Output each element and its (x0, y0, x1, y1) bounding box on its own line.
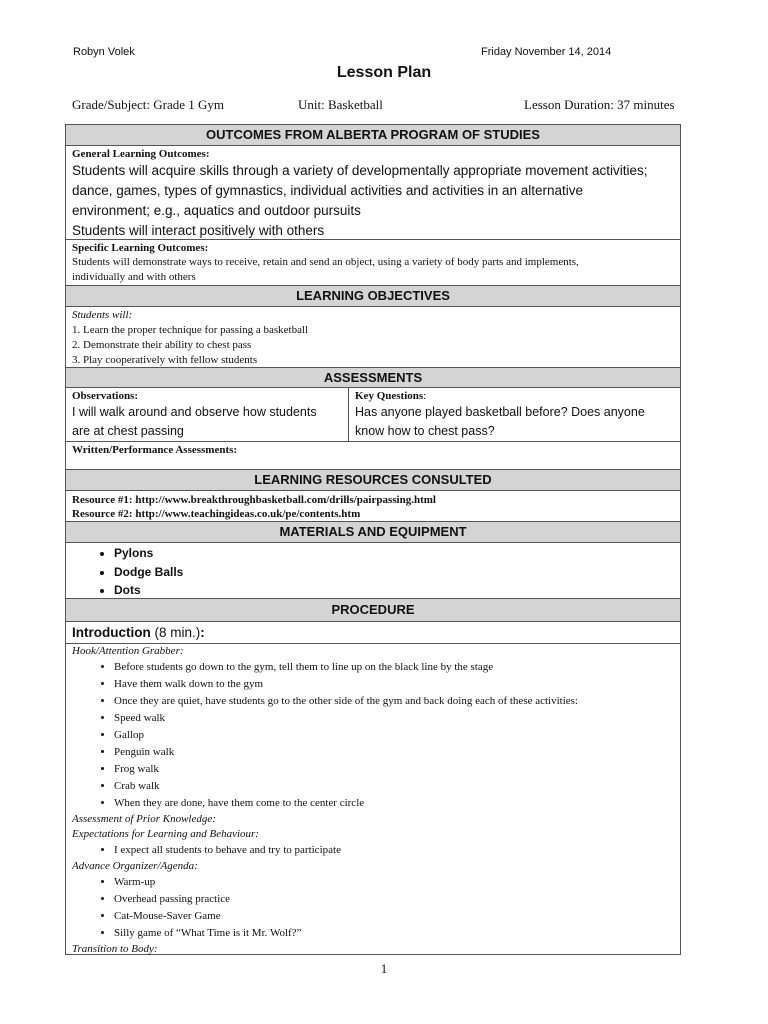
written-assessments-label: Written/Performance Assessments: (72, 444, 238, 456)
procedure-heading: PROCEDURE (66, 599, 680, 622)
specific-outcomes-label: Specific Learning Outcomes: (72, 242, 209, 254)
document-date: Friday November 14, 2014 (481, 46, 612, 58)
hook-label: Hook/Attention Grabber: (72, 645, 184, 657)
hook-list (72, 659, 674, 812)
written-assessments-cell (66, 442, 680, 470)
resource-item: Resource #2: http://www.teachingideas.co.uk/pe/contents.htm (72, 508, 361, 520)
document-title: Lesson Plan (336, 64, 432, 81)
key-questions-line: Has anyone played basketball before? Does anyone (355, 405, 645, 419)
hook-item: • Once they are quiet, have students go to the other side of the gym and back doing each of these activities: (114, 693, 674, 710)
expectations-list (72, 842, 674, 859)
agenda-item: • Silly game of “What Time is it Mr. Wolf?” (114, 925, 674, 942)
introduction-colon: : (200, 625, 205, 640)
assessments-heading: ASSESSMENTS (66, 368, 680, 388)
general-outcome-line: environment; e.g., aquatics and outdoor pursuits (72, 203, 361, 218)
agenda-list (72, 874, 674, 942)
observations-line: I will walk around and observe how students (72, 405, 317, 419)
lesson-plan-table (65, 124, 681, 955)
hook-item: • Crab walk (114, 778, 674, 795)
agenda-item: • Overhead passing practice (114, 891, 674, 908)
resources-cell (66, 491, 680, 522)
observations-cell (66, 388, 349, 441)
expectation-item: • I expect all students to behave and try to participate (114, 842, 674, 859)
objectives-intro: Students will: (72, 309, 133, 321)
specific-outcomes-cell (66, 240, 680, 286)
general-outcomes-label: General Learning Outcomes: (72, 148, 210, 160)
objective-item: 2. Demonstrate their ability to chest pass (72, 339, 252, 351)
introduction-time: (8 min.) (150, 625, 201, 640)
introduction-title: Introduction (72, 625, 151, 640)
transition-label: Transition to Body: (72, 943, 158, 955)
hook-item: • Gallop (114, 727, 674, 744)
agenda-item: • Warm-up (114, 874, 674, 891)
introduction-row (66, 622, 680, 644)
materials-cell (66, 543, 680, 599)
hook-item: • Penguin walk (114, 744, 674, 761)
general-outcome-line: Students will interact positively with others (72, 223, 325, 238)
unit: Unit: Basketball (298, 97, 383, 112)
agenda-label: Advance Organizer/Agenda: (72, 860, 198, 872)
key-questions-line: know how to chest pass? (355, 424, 495, 438)
objective-item: 1. Learn the proper technique for passing a basketball (72, 324, 309, 336)
material-item: • Dots (114, 581, 674, 600)
lesson-duration: Lesson Duration: 37 minutes (524, 97, 675, 112)
general-outcomes-cell (66, 146, 680, 240)
material-item: • Dodge Balls (114, 563, 674, 582)
objectives-cell (66, 307, 680, 368)
hook-item: • When they are done, have them come to the center circle (114, 795, 674, 812)
key-questions-label: Key Questions (355, 390, 424, 402)
hook-item: • Speed walk (114, 710, 674, 727)
hook-item: • Before students go down to the gym, tell them to line up on the black line by the stage (114, 659, 674, 676)
objective-item: 3. Play cooperatively with fellow students (72, 354, 258, 366)
introduction-cell (66, 644, 680, 954)
observations-label: Observations: (72, 390, 138, 402)
specific-outcome-line: Students will demonstrate ways to receive, retain and send an object, using a variety of body parts and implements, (72, 256, 579, 268)
hook-item: • Frog walk (114, 761, 674, 778)
material-item: • Pylons (114, 544, 674, 563)
hook-item: • Have them walk down to the gym (114, 676, 674, 693)
expectations-label: Expectations for Learning and Behaviour: (72, 828, 259, 840)
materials-heading: MATERIALS AND EQUIPMENT (66, 522, 680, 543)
agenda-item: • Cat-Mouse-Saver Game (114, 908, 674, 925)
observations-line: are at chest passing (72, 424, 184, 438)
outcomes-heading: OUTCOMES FROM ALBERTA PROGRAM OF STUDIES (66, 125, 680, 146)
specific-outcome-line: individually and with others (72, 271, 196, 283)
general-outcome-line: dance, games, types of gymnastics, individual activities and activities in an alternative (72, 183, 584, 198)
objectives-heading: LEARNING OBJECTIVES (66, 286, 680, 307)
resources-heading: LEARNING RESOURCES CONSULTED (66, 470, 680, 491)
materials-list (66, 543, 674, 600)
grade-subject: Grade/Subject: Grade 1 Gym (72, 97, 224, 112)
assessments-row (66, 388, 680, 442)
general-outcome-line: Students will acquire skills through a variety of developmentally appropriate movement activities; (72, 163, 648, 178)
author-name: Robyn Volek (73, 46, 135, 58)
prior-knowledge-label: Assessment of Prior Knowledge: (72, 813, 216, 825)
key-questions-cell: Key Questions: Has anyone played basketball before? Does anyone know how to chest pass? (349, 388, 680, 441)
page-number: 1 (380, 961, 388, 976)
resource-item: Resource #1: http://www.breakthroughbasketball.com/drills/pairpassing.html (72, 494, 436, 506)
